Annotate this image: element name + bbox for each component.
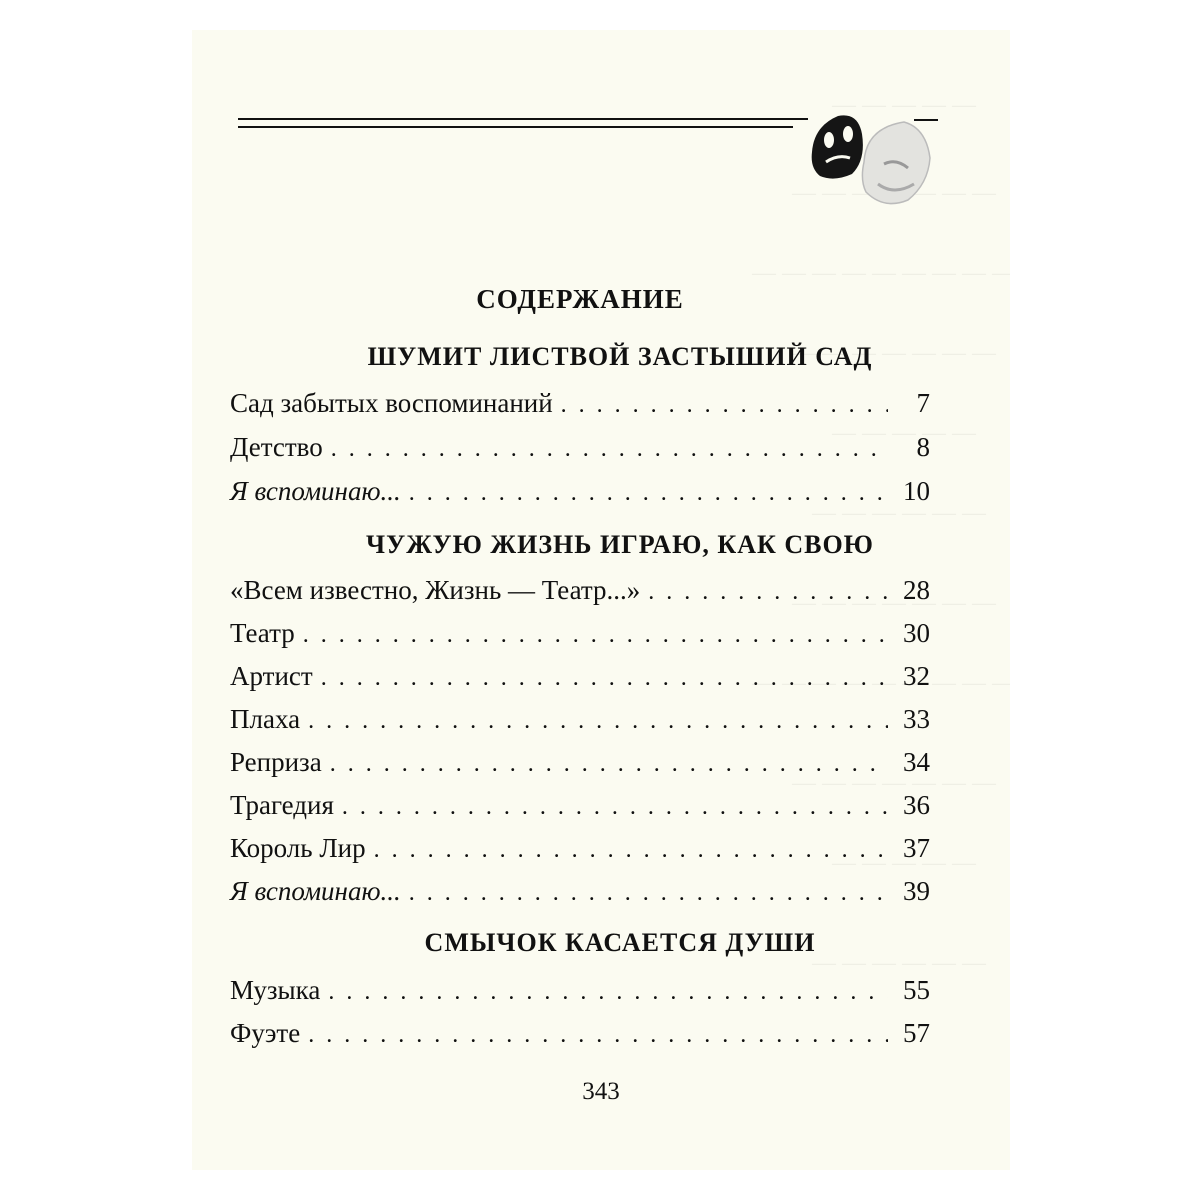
dot-leader	[308, 708, 888, 735]
dot-leader	[409, 480, 888, 507]
entry-title: Театр	[230, 618, 295, 648]
entry-title: «Всем известно, Жизнь — Театр...»	[230, 575, 641, 605]
entry-title: Артист	[230, 661, 313, 691]
header-rule-bottom	[238, 126, 793, 128]
entry-page: 57	[903, 1018, 930, 1048]
dot-leader	[374, 837, 888, 864]
entry-title: Плаха	[230, 704, 301, 734]
toc-entry[interactable]	[230, 476, 930, 512]
theatre-mask-icon	[804, 100, 934, 210]
entry-page: 39	[903, 876, 930, 906]
toc-entry[interactable]	[230, 661, 930, 697]
entry-page: 34	[903, 747, 930, 777]
toc-entry[interactable]	[230, 833, 930, 869]
toc-entry[interactable]	[230, 747, 930, 783]
dot-leader	[303, 622, 888, 649]
entry-title: Трагедия	[230, 790, 334, 820]
dot-leader	[321, 665, 888, 692]
entry-title: Реприза	[230, 747, 322, 777]
toc-entry[interactable]	[230, 790, 930, 826]
entry-page: 10	[903, 476, 930, 506]
dot-leader	[648, 579, 888, 606]
entry-title: Фуэте	[230, 1018, 301, 1048]
entry-title: Детство	[230, 432, 323, 462]
entry-page: 28	[903, 575, 930, 605]
toc-entry[interactable]	[230, 1018, 930, 1054]
dot-leader	[328, 979, 888, 1006]
dot-leader	[342, 794, 888, 821]
toc-entry[interactable]	[230, 575, 930, 611]
entry-title: Король Лир	[230, 833, 366, 863]
book-page	[192, 30, 1010, 1170]
toc-entry[interactable]	[230, 876, 930, 912]
entry-title: Я вспоминаю...	[230, 476, 401, 506]
entry-page: 32	[903, 661, 930, 691]
dot-leader	[561, 392, 888, 419]
entry-title: Сад забытых воспоминаний	[230, 388, 553, 418]
dot-leader	[330, 751, 888, 778]
dot-leader	[331, 436, 888, 463]
header-rule-top	[238, 118, 808, 120]
entry-page: 33	[903, 704, 930, 734]
page-number: 343	[582, 1078, 620, 1105]
toc-entry[interactable]	[230, 704, 930, 740]
toc-entry[interactable]	[230, 388, 930, 424]
dot-leader	[308, 1022, 888, 1049]
entry-page: 8	[916, 432, 930, 462]
section-title: ЧУЖУЮ ЖИЗНЬ ИГРАЮ, КАК СВОЮ	[366, 530, 874, 559]
toc-heading: СОДЕРЖАНИЕ	[476, 284, 684, 314]
toc-entry[interactable]	[230, 618, 930, 654]
entry-page: 55	[903, 975, 930, 1005]
toc-entry[interactable]	[230, 975, 930, 1011]
toc-entry[interactable]	[230, 432, 930, 468]
entry-title: Музыка	[230, 975, 321, 1005]
entry-page: 7	[916, 388, 930, 418]
entry-page: 30	[903, 618, 930, 648]
entry-title: Я вспоминаю...	[230, 876, 401, 906]
entry-page: 36	[903, 790, 930, 820]
section-title: ШУМИТ ЛИСТВОЙ ЗАСТЫШИЙ САД	[367, 342, 873, 371]
entry-page: 37	[903, 833, 930, 863]
dot-leader	[409, 880, 888, 907]
section-title: СМЫЧОК КАСАЕТСЯ ДУШИ	[424, 928, 816, 957]
